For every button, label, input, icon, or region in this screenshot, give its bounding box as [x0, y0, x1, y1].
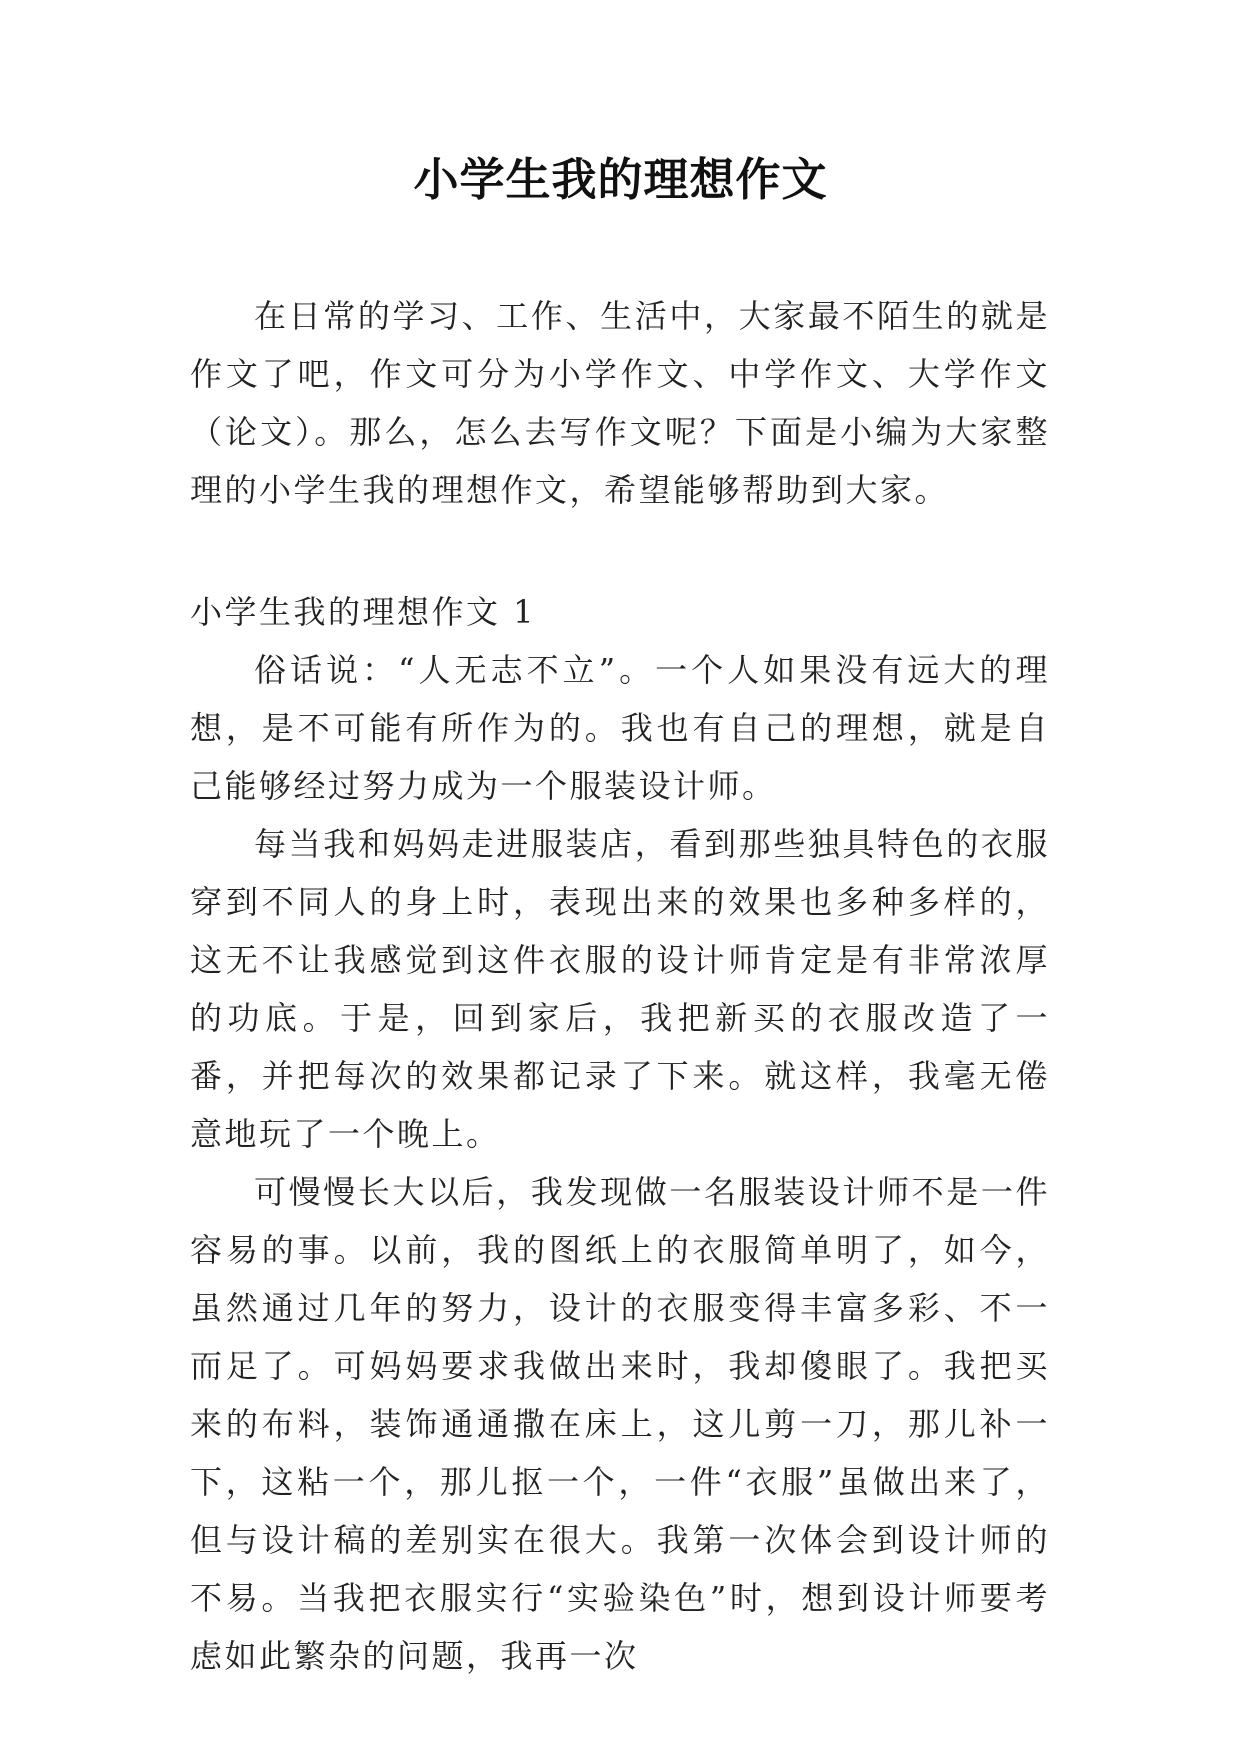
intro-paragraph: 在日常的学习、工作、生活中，大家最不陌生的就是作文了吧，作文可分为小学作文、中学作文、大学作文（论文）。那么，怎么去写作文呢？下面是小编为大家整理的小学生我的理想作文，希望能够帮助到大家。: [190, 297, 1050, 509]
section-heading: 小学生我的理想作文 1: [190, 593, 537, 631]
document-title: 小学生我的理想作文: [413, 153, 828, 206]
document-body: [190, 287, 1050, 1685]
body-paragraph: 俗话说：“人无志不立”。一个人如果没有远大的理想，是不可能有所作为的。我也有自己的理想，就是自己能够经过努力成为一个服装设计师。: [190, 651, 1050, 805]
body-paragraph: 可慢慢长大以后，我发现做一名服装设计师不是一件容易的事。以前，我的图纸上的衣服简单明了，如今，虽然通过几年的努力，设计的衣服变得丰富多彩、不一而足了。可妈妈要求我做出来时，我却傻眼了。我把买来的布料，装饰通通撒在床上，这儿剪一刀，那儿补一下，这粘一个，那儿抠一个，一件“衣服”虽做出来了，但与设计稿的差别实在很大。我第一次体会到设计师的不易。当我把衣服实行“实验染色”时，想到设计师要考虑如此繁杂的问题，我再一次: [190, 1173, 1050, 1675]
body-paragraph: 每当我和妈妈走进服装店，看到那些独具特色的衣服穿到不同人的身上时，表现出来的效果也多种多样的，这无不让我感觉到这件衣服的设计师肯定是有非常浓厚的功底。于是，回到家后，我把新买的衣服改造了一番，并把每次的效果都记录了下来。就这样，我毫无倦意地玩了一个晚上。: [190, 825, 1050, 1153]
